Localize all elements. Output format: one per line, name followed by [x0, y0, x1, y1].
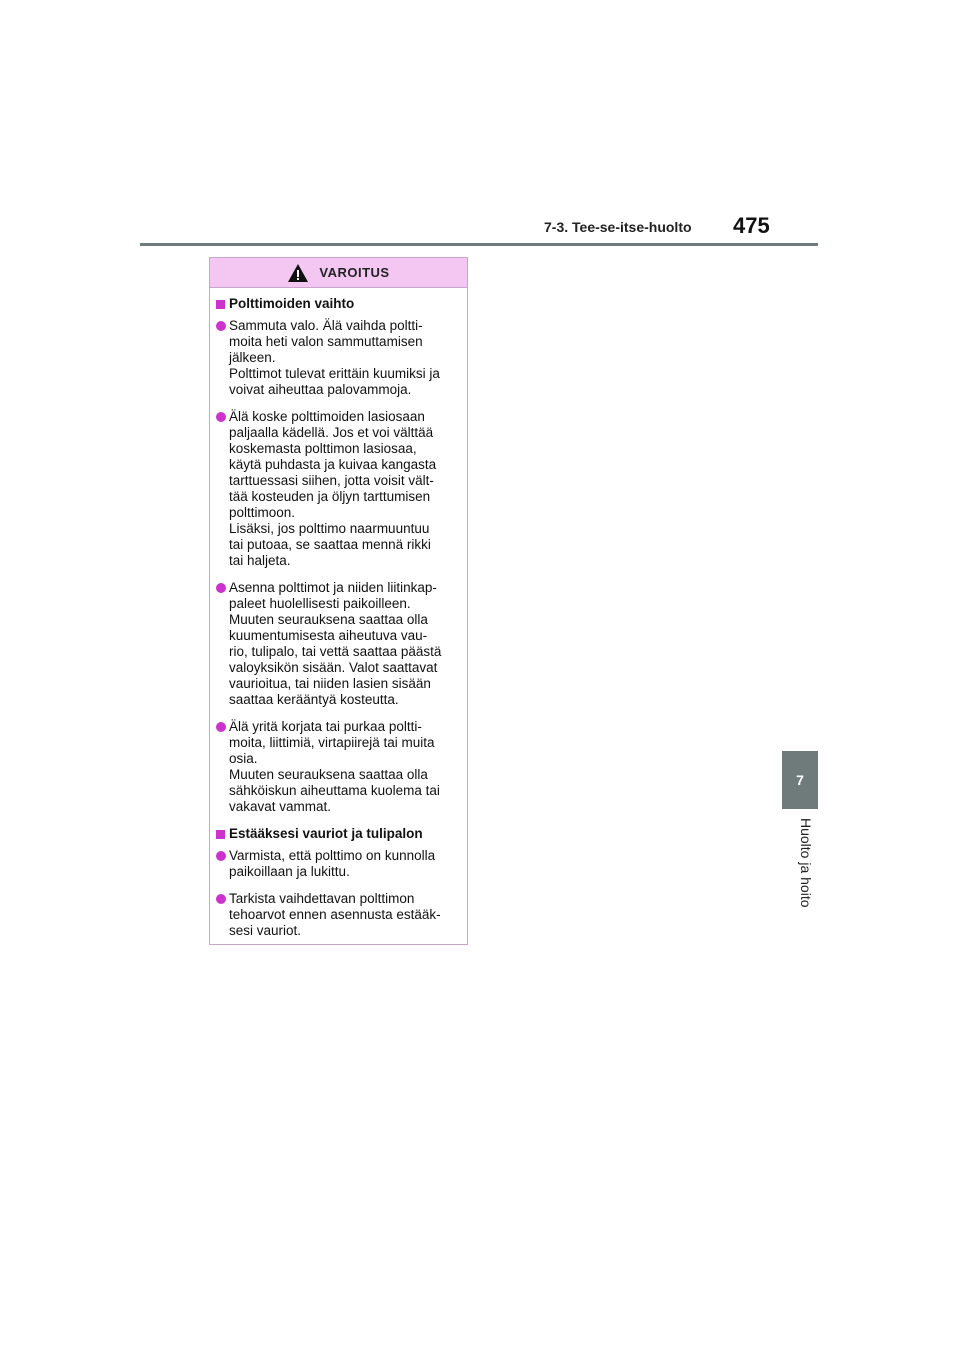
bullet-text-line: voivat aiheuttaa palovammoja.	[229, 382, 412, 397]
bullet-text-line: tarttuessasi siihen, jotta voisit vält-	[229, 473, 434, 488]
bullet-text-line: sähköiskun aiheuttama kuolema tai	[229, 783, 440, 798]
bullet-text-line: Varmista, että polttimo on kunnolla	[229, 848, 436, 863]
warning-box	[209, 257, 468, 945]
bullet-text-line: moita, liittimiä, virtapiirejä tai muita	[229, 735, 435, 750]
bullet-text-line: tää kosteuden ja öljyn tarttumisen	[229, 489, 431, 504]
bullet-text-line: tehoarvot ennen asennusta estääk-	[229, 907, 441, 922]
bullet-text-line: koskemasta polttimon lasiosaa,	[229, 441, 417, 456]
bullet-text-line: käytä puhdasta ja kuivaa kangasta	[229, 457, 437, 472]
square-bullet-icon	[216, 830, 225, 839]
round-bullet-icon	[216, 894, 226, 904]
bullet-item	[215, 318, 457, 398]
warning-triangle-icon	[287, 263, 309, 283]
bullet-text-line: kuumentumisesta aiheutuva vau-	[229, 628, 428, 643]
bullet-text-line: Tarkista vaihdettavan polttimon	[229, 891, 415, 906]
chapter-tab	[782, 751, 818, 809]
square-bullet-icon	[216, 300, 225, 309]
section-heading	[215, 826, 457, 842]
warning-body	[210, 288, 467, 939]
bullet-text-line: tai haljeta.	[229, 553, 291, 568]
round-bullet-icon	[216, 321, 226, 331]
bullet-text-line: paljaalla kädellä. Jos et voi välttää	[229, 425, 434, 440]
round-bullet-icon	[216, 851, 226, 861]
bullet-text-line: paleet huolellisesti paikoilleen.	[229, 596, 411, 611]
section-heading-text: Polttimoiden vaihto	[229, 296, 355, 311]
header-divider	[140, 243, 818, 246]
bullet-text-line: Älä yritä korjata tai purkaa poltti-	[229, 719, 422, 734]
chapter-number: 7	[796, 772, 804, 788]
chapter-label: Huolto ja hoito	[798, 818, 814, 908]
bullet-item	[215, 848, 457, 880]
bullet-text-line: vaurioitua, tai niiden lasien sisään	[229, 676, 431, 691]
section-title: 7-3. Tee-se-itse-huolto	[544, 219, 692, 235]
bullet-text-line: Muuten seurauksena saattaa olla	[229, 767, 428, 782]
bullet-text-line: moita heti valon sammuttamisen	[229, 334, 423, 349]
section-heading	[215, 296, 457, 312]
bullet-item	[215, 719, 457, 815]
bullet-text-line: saattaa kerääntyä kosteutta.	[229, 692, 399, 707]
round-bullet-icon	[216, 583, 226, 593]
round-bullet-icon	[216, 412, 226, 422]
page-number: 475	[733, 213, 770, 238]
bullet-text-line: Asenna polttimot ja niiden liitinkap-	[229, 580, 437, 595]
bullet-text-line: paikoillaan ja lukittu.	[229, 864, 350, 879]
bullet-text-line: polttimoon.	[229, 505, 296, 520]
bullet-item	[215, 409, 457, 569]
bullet-item	[215, 891, 457, 939]
bullet-text-line: tai putoaa, se saattaa mennä rikki	[229, 537, 431, 552]
bullet-text-line: Muuten seurauksena saattaa olla	[229, 612, 428, 627]
bullet-text-line: valoyksikön sisään. Valot saattavat	[229, 660, 438, 675]
bullet-text-line: jälkeen.	[229, 350, 276, 365]
bullet-text-line: osia.	[229, 751, 258, 766]
bullet-item	[215, 580, 457, 708]
bullet-text-line: Polttimot tulevat erittäin kuumiksi ja	[229, 366, 440, 381]
warning-header	[210, 258, 467, 288]
warning-title: VAROITUS	[319, 265, 390, 280]
bullet-text-line: Sammuta valo. Älä vaihda poltti-	[229, 318, 423, 333]
bullet-text-line: sesi vauriot.	[229, 923, 302, 938]
bullet-text-line: Lisäksi, jos polttimo naarmuuntuu	[229, 521, 430, 536]
bullet-text-line: rio, tulipalo, tai vettä saattaa päästä	[229, 644, 442, 659]
bullet-text-line: vakavat vammat.	[229, 799, 332, 814]
bullet-text-line: Älä koske polttimoiden lasiosaan	[229, 409, 425, 424]
section-heading-text: Estääksesi vauriot ja tulipalon	[229, 826, 423, 841]
round-bullet-icon	[216, 722, 226, 732]
